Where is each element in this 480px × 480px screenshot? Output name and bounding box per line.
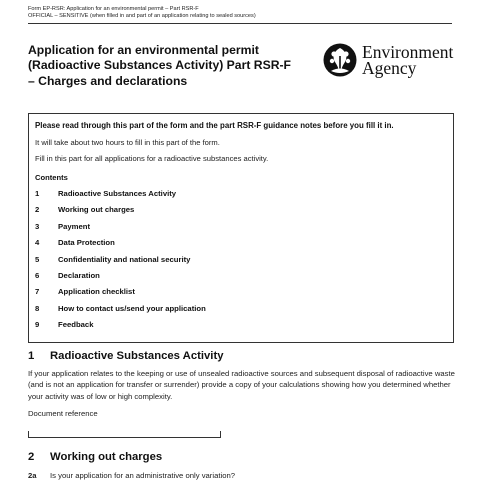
- section-2-number: 2: [28, 451, 35, 463]
- instruction-text: Please read through this part of the form and the part RSR-F guidance notes before you fill it in.: [35, 121, 394, 130]
- form-header-line1: Form EP-RSR: Application for an environmental permit – Part RSR-F: [28, 6, 199, 12]
- question-2a: [28, 471, 235, 480]
- contents-item-label: Payment: [58, 221, 91, 231]
- contents-item[interactable]: [35, 320, 206, 336]
- contents-item[interactable]: [35, 205, 206, 221]
- section-2-title: Working out charges: [50, 451, 163, 463]
- contents-item[interactable]: [35, 304, 206, 320]
- section-1-number: 1: [28, 350, 35, 362]
- contents-item-label: Declaration: [58, 270, 100, 280]
- environment-agency-emblem-icon: [322, 42, 358, 80]
- page-title: Application for an environmental permit (Radioactive Substances Activity) Part RSR-F – Charges and declarations: [28, 43, 292, 88]
- contents-item[interactable]: [35, 189, 206, 205]
- contents-item-label: How to contact us/send your application: [58, 303, 206, 313]
- contents-box: [28, 113, 454, 343]
- header-divider: [28, 23, 452, 24]
- contents-item-number: 5: [35, 254, 40, 264]
- contents-item-number: 9: [35, 320, 40, 330]
- logo-wordmark: [362, 44, 453, 76]
- contents-item-label: Working out charges: [58, 205, 135, 215]
- contents-item-label: Application checklist: [58, 287, 135, 297]
- section-2-heading: [28, 451, 162, 463]
- contents-item[interactable]: [35, 287, 206, 303]
- contents-item-label: Radioactive Substances Activity: [58, 189, 177, 198]
- contents-item-label: Data Protection: [58, 238, 115, 248]
- contents-item[interactable]: [35, 271, 206, 287]
- contents-list: [35, 189, 206, 337]
- environment-agency-logo: [322, 42, 462, 84]
- contents-item-label: Feedback: [58, 320, 94, 330]
- section-1-heading: [28, 350, 224, 362]
- form-header: [28, 6, 256, 20]
- form-header-line2: OFFICIAL – SENSITIVE (when filled in and part of an application relating to sealed sources): [28, 13, 256, 19]
- contents-item[interactable]: [35, 238, 206, 254]
- contents-item-number: 4: [35, 238, 40, 248]
- time-estimate-text: It will take about two hours to fill in this part of the form.: [35, 138, 220, 147]
- document-reference-label: Document reference: [28, 409, 98, 418]
- contents-heading: Contents: [35, 173, 68, 182]
- contents-item-number: 1: [35, 189, 40, 198]
- contents-item-number: 8: [35, 303, 40, 313]
- contents-item-number: 2: [35, 205, 40, 215]
- section-1-body: If your application relates to the keeping or use of unsealed radioactive sources and subsequent disposal of radioactive waste (and is not an application for transfer or surrender) provide a copy of your calculations showing how you determined whether your activity was of low or high complexity.: [28, 369, 455, 401]
- logo-word-environment: Environment: [362, 42, 454, 62]
- section-1-title: Radioactive Substances Activity: [50, 350, 224, 362]
- contents-item-number: 3: [35, 221, 40, 231]
- contents-item[interactable]: [35, 255, 206, 271]
- contents-item-label: Confidentiality and national security: [58, 254, 191, 264]
- contents-item-number: 7: [35, 287, 40, 297]
- question-2a-number: 2a: [28, 471, 37, 480]
- scope-text: Fill in this part for all applications for a radioactive substances activity.: [35, 154, 269, 163]
- logo-word-agency: Agency: [362, 58, 417, 78]
- question-2a-text: Is your application for an administrative only variation?: [50, 471, 236, 480]
- document-reference-field[interactable]: [28, 431, 221, 438]
- contents-item[interactable]: [35, 222, 206, 238]
- contents-item-number: 6: [35, 270, 40, 280]
